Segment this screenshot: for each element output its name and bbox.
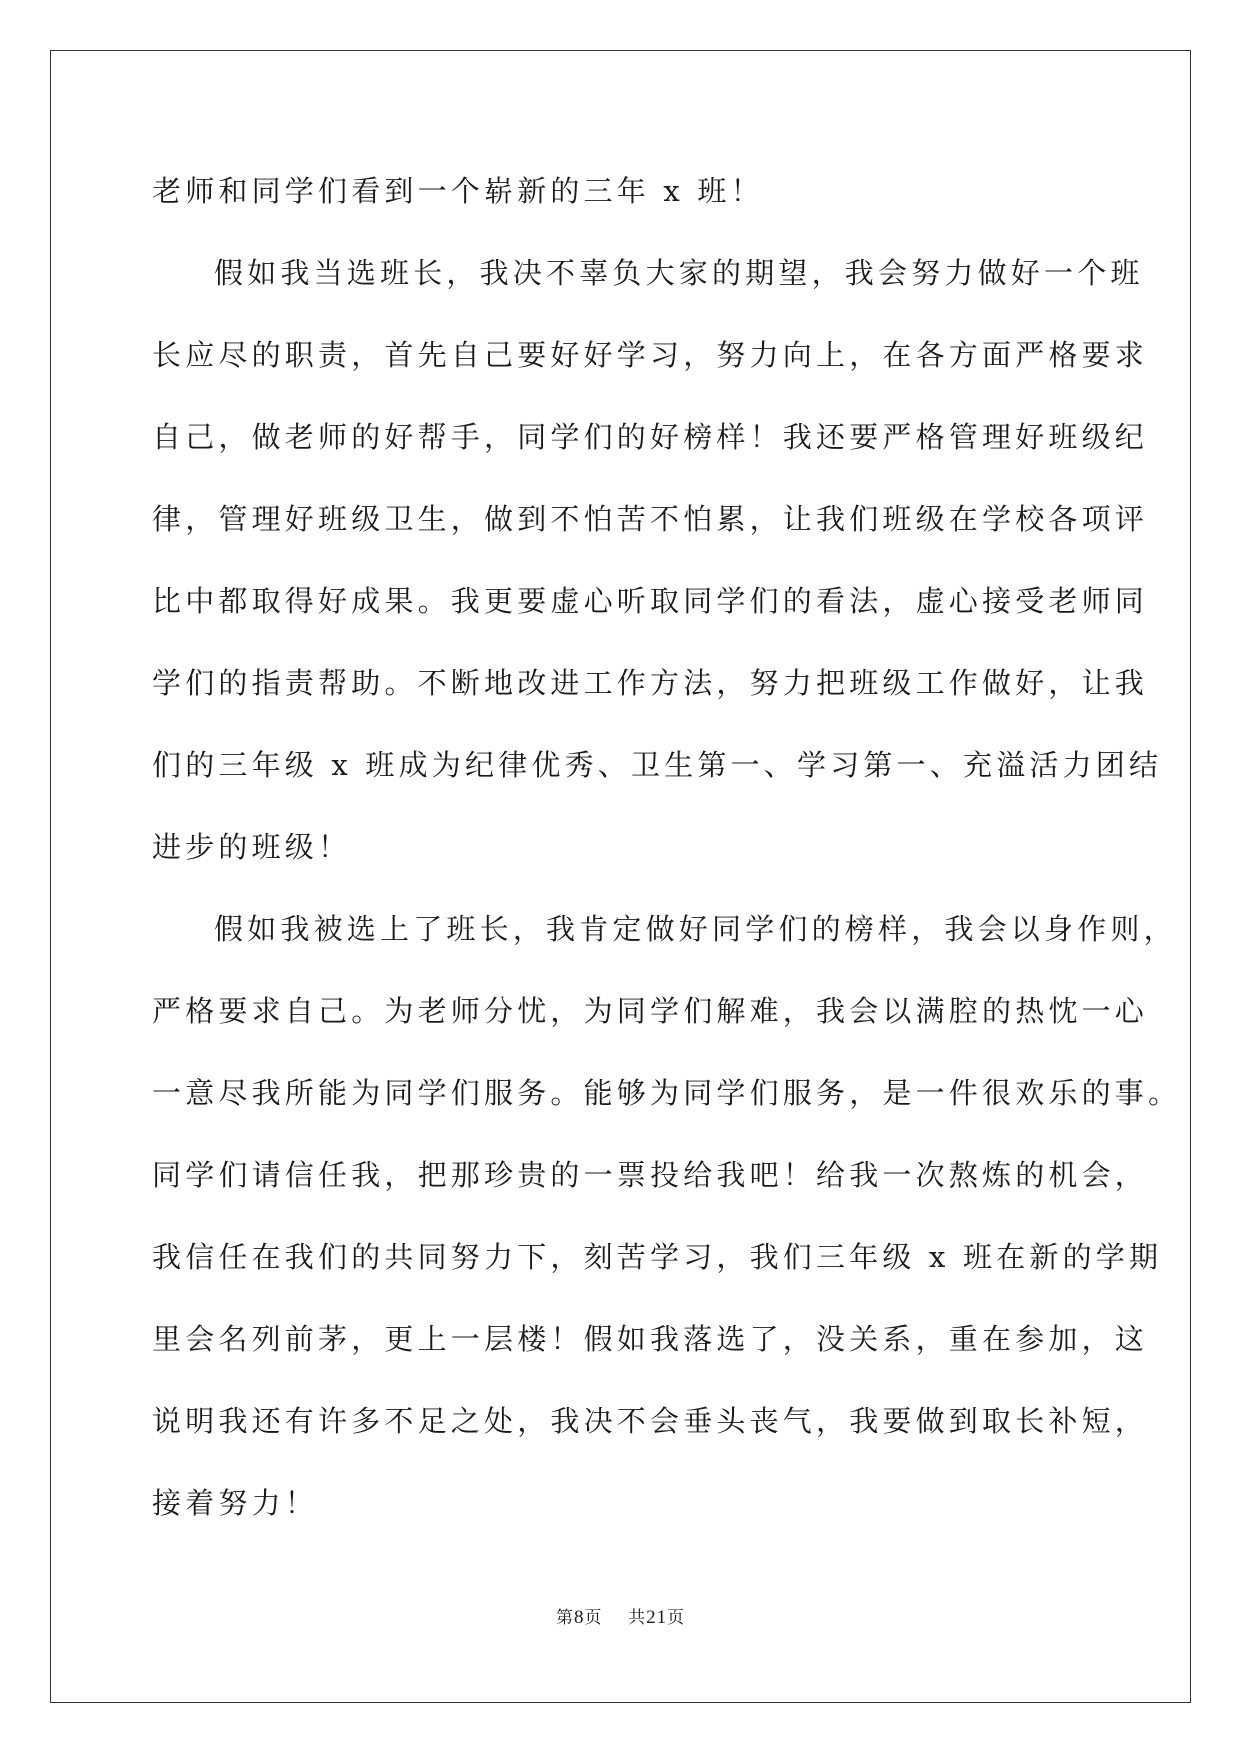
text-line: 接着努力！ [152, 1486, 319, 1520]
total-prefix: 共 [628, 1608, 647, 1628]
text-line: 比中都取得好成果。我更要虚心听取同学们的看法，虚心接受老师同 [152, 584, 1149, 618]
text-line: 假如我被选上了班长，我肯定做好同学们的榜样，我会以身作则， [214, 912, 1177, 946]
page-footer [0, 1603, 1241, 1629]
text-line: 同学们请信任我，把那珍贵的一票投给我吧！给我一次熬炼的机会， [152, 1158, 1149, 1192]
text-line: 进步的班级！ [152, 830, 352, 864]
document-body [152, 160, 1182, 1554]
page-prefix: 第 [555, 1608, 574, 1628]
text-line: 说明我还有许多不足之处，我决不会垂头丧气，我要做到取长补短， [152, 1404, 1149, 1438]
page-suffix: 页 [584, 1608, 603, 1628]
text-line: 我信任在我们的共同努力下，刻苦学习，我们三年级 x 班在新的学期 [152, 1240, 1163, 1274]
text-line: 严格要求自己。为老师分忧，为同学们解难，我会以满腔的热忱一心 [152, 994, 1149, 1028]
text-line: 律，管理好班级卫生，做到不怕苦不怕累，让我们班级在学校各项评 [152, 502, 1149, 536]
total-pages: 21 [646, 1607, 668, 1628]
text-line: 一意尽我所能为同学们服务。能够为同学们服务，是一件很欢乐的事。 [152, 1076, 1182, 1110]
text-line: 里会名列前茅，更上一层楼！假如我落选了，没关系，重在参加，这 [152, 1322, 1149, 1356]
text-line: 老师和同学们看到一个崭新的三年 x 班！ [152, 174, 764, 208]
text-line: 假如我当选班长，我决不辜负大家的期望，我会努力做好一个班 [214, 256, 1144, 290]
text-line: 们的三年级 x 班成为纪律优秀、卫生第一、学习第一、充溢活力团结 [152, 748, 1163, 782]
total-suffix: 页 [667, 1608, 686, 1628]
page-number: 8 [573, 1607, 585, 1628]
text-line: 学们的指责帮助。不断地改进工作方法，努力把班级工作做好，让我 [152, 666, 1149, 700]
text-line: 长应尽的职责，首先自己要好好学习，努力向上，在各方面严格要求 [152, 338, 1149, 372]
text-line: 自己，做老师的好帮手，同学们的好榜样！我还要严格管理好班级纪 [152, 420, 1149, 454]
